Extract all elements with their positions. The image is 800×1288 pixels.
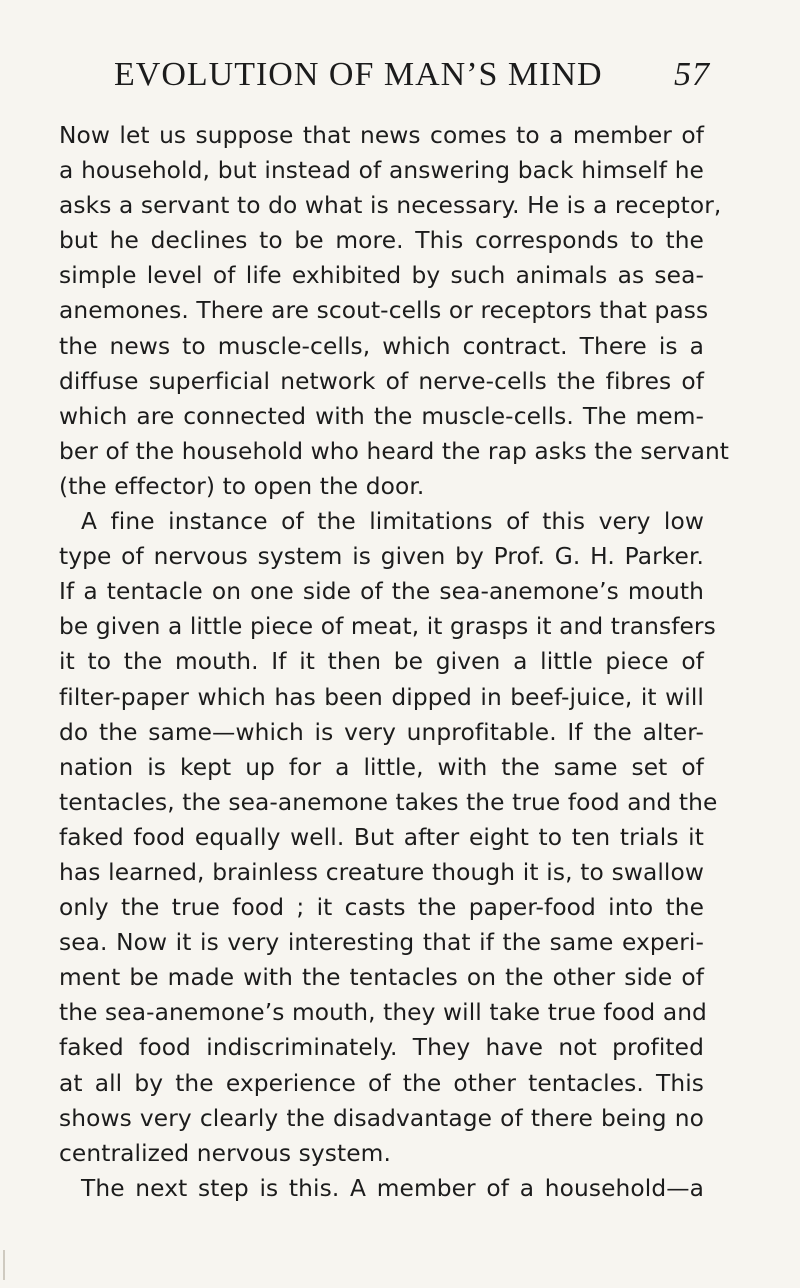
text-line: tentacles, the sea-anemone takes the true food and the <box>59 788 718 816</box>
text-line: (the effector) to open the door. <box>59 472 425 500</box>
text-line: ment be made with the tentacles on the other side of <box>59 964 704 992</box>
text-line: at all by the experience of the other tentacles. This <box>59 1069 704 1097</box>
text-line: shows very clearly the disadvantage of there being no <box>59 1104 704 1132</box>
text-line: anemones. There are scout-cells or receptors that pass <box>59 297 709 325</box>
paragraph <box>59 118 730 504</box>
text-line: faked food equally well. But after eight to ten trials it <box>59 823 704 851</box>
text-line: ber of the household who heard the rap asks the servant <box>59 437 730 465</box>
text-line: asks a servant to do what is necessary. He is a receptor, <box>59 192 722 220</box>
text-line: sea. Now it is very interesting that if the same experi- <box>59 929 704 957</box>
text-line: Now let us suppose that news comes to a member of <box>59 122 704 149</box>
page-header <box>59 56 710 100</box>
paragraph <box>59 1171 704 1206</box>
text-line: The next step is this. A member of a household—a <box>81 1174 704 1202</box>
text-line: If a tentacle on one side of the sea-anemone’s mouth <box>59 578 704 606</box>
text-line: has learned, brainless creature though it is, to swallow <box>59 858 704 886</box>
page-number: 57 <box>674 56 710 93</box>
text-line: the news to muscle-cells, which contract. There is a <box>59 332 704 360</box>
text-line: type of nervous system is given by Prof. G. H. Parker. <box>59 543 704 571</box>
body-text <box>59 118 730 1206</box>
text-line: do the same—which is very unprofitable. If the alter- <box>59 718 704 746</box>
text-line: filter-paper which has been dipped in beef-juice, it will <box>59 683 704 711</box>
text-line: it to the mouth. If it then be given a little piece of <box>59 648 704 676</box>
text-line: the sea-anemone’s mouth, they will take true food and <box>59 999 707 1027</box>
text-line: centralized nervous system. <box>59 1139 391 1167</box>
text-line: diffuse superficial network of nerve-cells the fibres of <box>59 367 704 395</box>
text-line: simple level of life exhibited by such animals as sea- <box>59 262 704 290</box>
text-line: faked food indiscriminately. They have not profited <box>59 1034 704 1062</box>
text-line: A fine instance of the limitations of this very low <box>81 508 704 536</box>
paragraph <box>59 504 718 1171</box>
text-line: be given a little piece of meat, it grasps it and transfers <box>59 613 716 641</box>
running-title: EVOLUTION OF MAN’S MIND <box>114 56 603 93</box>
text-line: a household, but instead of answering back himself he <box>59 157 704 185</box>
text-line: only the true food ; it casts the paper-food into the <box>59 894 704 922</box>
text-line: which are connected with the muscle-cells. The mem- <box>59 402 704 430</box>
text-line: but he declines to be more. This corresponds to the <box>59 227 704 255</box>
text-line: nation is kept up for a little, with the same set of <box>59 753 704 781</box>
page-edge-mark <box>3 1250 5 1280</box>
